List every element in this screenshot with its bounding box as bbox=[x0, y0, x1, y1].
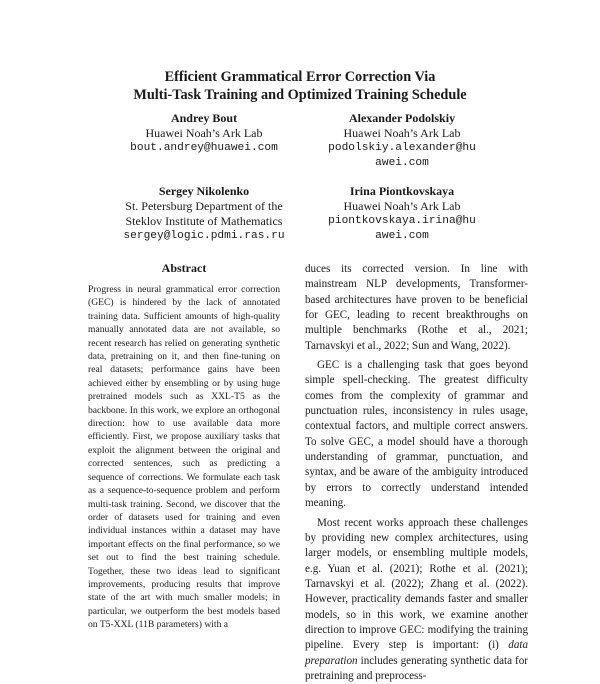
introduction-column bbox=[305, 262, 528, 684]
abstract-heading: Abstract bbox=[74, 261, 294, 276]
author-email: podolskiy.alexander@huawei.com bbox=[327, 141, 477, 171]
author-email: bout.andrey@huawei.com bbox=[72, 141, 336, 156]
author-email: sergey@logic.pdmi.ras.ru bbox=[72, 229, 336, 244]
author-name: Sergey Nikolenko bbox=[72, 184, 336, 199]
author-affiliation: Huawei Noah’s Ark Lab bbox=[270, 199, 534, 214]
author-name: Andrey Bout bbox=[72, 111, 336, 126]
abstract-text: Progress in neural grammatical error correction (GEC) is hindered by the lack of annotated training data. Sufficient amounts of high-quality manually annotated data are not available, so recent research has relied on generating synthetic data, pretraining on it, and then fine-tuning on real datasets; performance gains have been achieved either by ensembling or by using huge pretrained models such as XXL-T5 as the backbone. In this work, we explore an orthogonal direction: how to use available data more efficiently. First, we propose auxiliary tasks that exploit the alignment between the original and corrected sentences, such as predicting a sequence of corrections. We formulate each task as a sequence-to-sequence problem and perform multi-task training. Second, we discover that the order of datasets used for training and even individual instances within a dataset may have important effects on the final performance, so we set out to find the best training schedule. Together, these two ideas lead to significant improvements, producing results that improve state of the art with much smaller models; in particular, we outperform the best models based on T5-XXL (11B parameters) with a bbox=[88, 283, 280, 632]
intro-paragraph-1: duces its corrected version. In line with mainstream NLP developments, Transformer-based architectures have proven to be beneficial for GEC, leading to recent breakthroughs on multiple benchmarks (Rothe et al., 2021; Tarnavskyi et al., 2022; Sun and Wang, 2022). bbox=[305, 262, 528, 354]
data-preparation-term: data preparation bbox=[305, 639, 528, 666]
author-name: Alexander Podolskiy bbox=[270, 111, 534, 126]
title-line-2: Multi-Task Training and Optimized Training Schedule bbox=[40, 86, 560, 104]
intro-paragraph-3-text: Most recent works approach these challenges by providing new complex architectures, using larger models, or ensembling multiple models, e.g. Yuan et al. (2021); Rothe et al. (2021); Tarnavskyi et al. (2022); Zhang et al. (2022). However, practicality demands faster and smaller models, so in this work, we examine another direction to improve GEC: modifying the training pipeline. Every step is important: (i) bbox=[305, 517, 528, 652]
title-line-1: Efficient Grammatical Error Correction Via bbox=[40, 68, 560, 86]
paper-title bbox=[40, 68, 560, 104]
author-affiliation: Huawei Noah’s Ark Lab bbox=[72, 126, 336, 141]
author-name: Irina Piontkovskaya bbox=[270, 184, 534, 199]
intro-paragraph-3-tail: includes generating synthetic data for pretraining and preprocess- bbox=[305, 655, 528, 682]
author-email: piontkovskaya.irina@huawei.com bbox=[327, 214, 477, 244]
author-block-4 bbox=[270, 184, 534, 244]
author-affiliation: Huawei Noah’s Ark Lab bbox=[270, 126, 534, 141]
author-affiliation: St. Petersburg Department of the Steklov Institute of Mathematics bbox=[114, 199, 294, 229]
intro-paragraph-2: GEC is a challenging task that goes beyond simple spell-checking. The greatest difficulty comes from the complexity of grammar and punctuation rules, inconsistency in rules usage, contextual factors, and multiple correct answers. To solve GEC, a model should have a thorough understanding of grammar, punctuation, and syntax, and be aware of the ambiguity introduced by errors to correctly understand intended meaning. bbox=[305, 358, 528, 511]
author-block-2 bbox=[270, 111, 534, 171]
